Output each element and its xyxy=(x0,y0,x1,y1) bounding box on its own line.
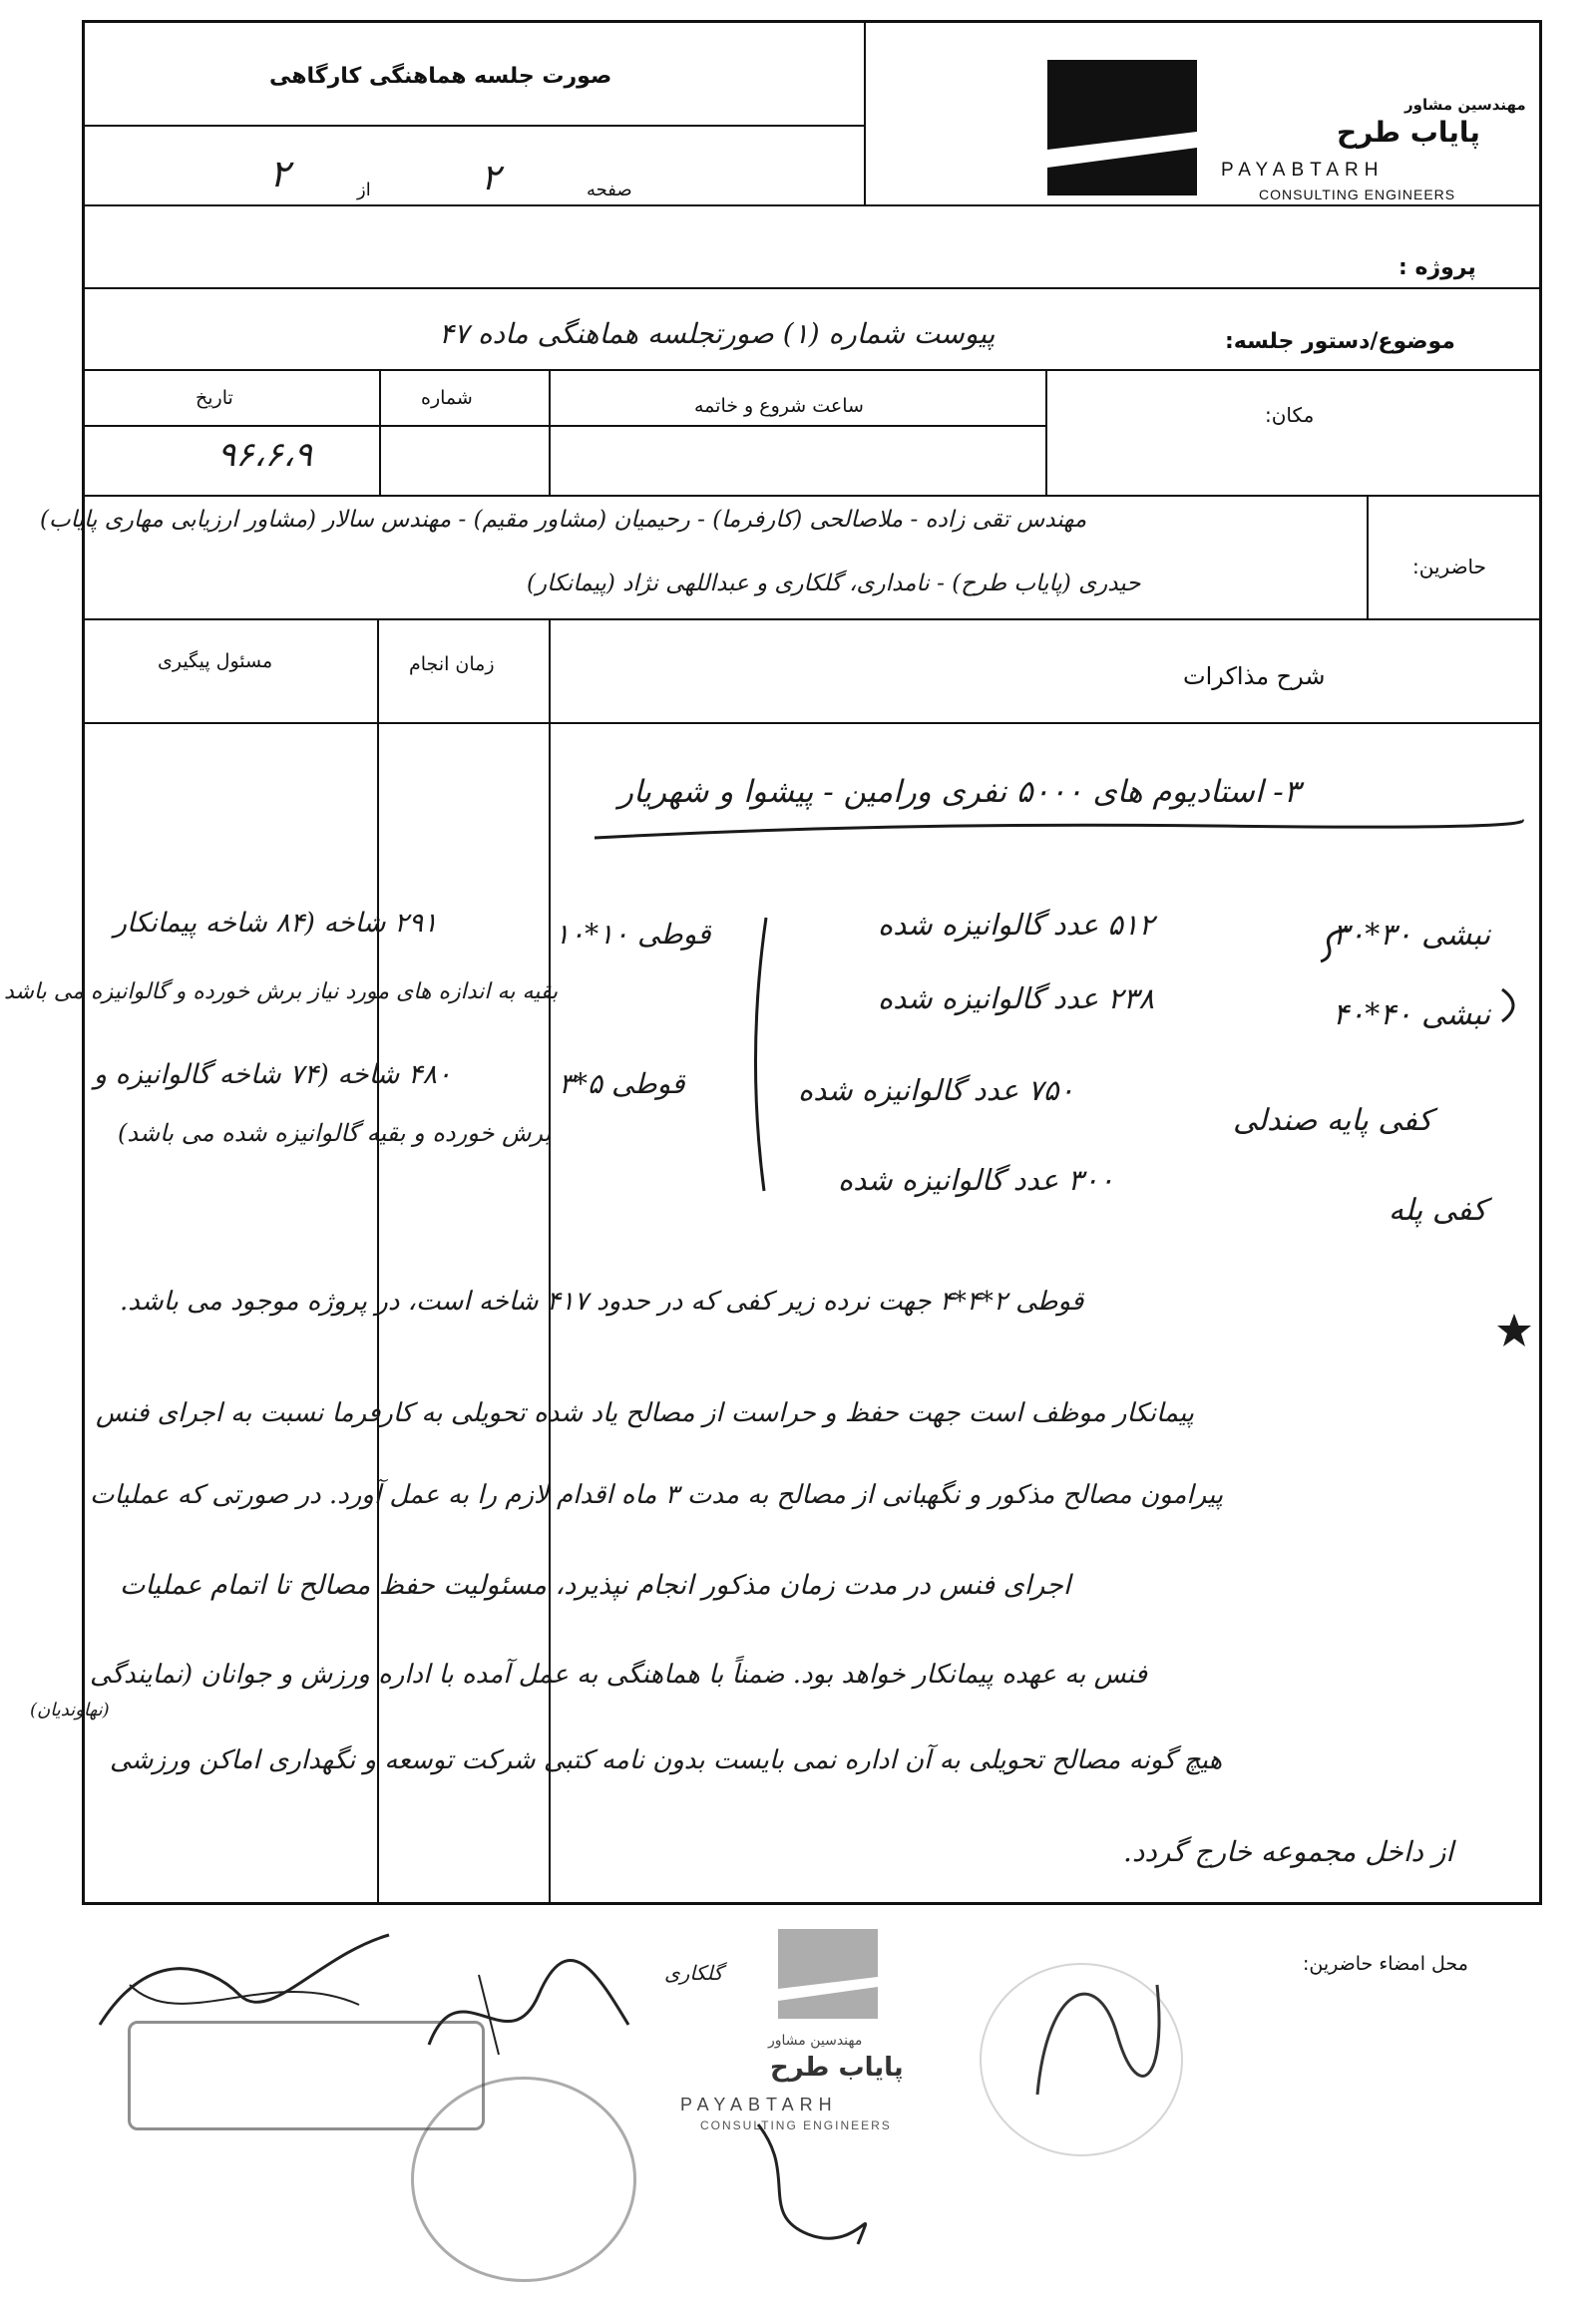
header-bottom-line xyxy=(82,204,1542,206)
stamp-tagline: CONSULTING ENGINEERS xyxy=(700,2118,892,2132)
paren-mark xyxy=(1494,987,1534,1023)
profile-1-value: ۲۹۱ شاخه (۸۴ شاخه پیمانکار xyxy=(114,908,438,939)
item-row-3-label: کفی پایه صندلی xyxy=(1233,1103,1432,1138)
signature-3 xyxy=(738,2114,898,2254)
logo-name: پایاب طرح xyxy=(1337,116,1480,149)
number-label: شماره xyxy=(421,387,473,409)
followup-label: مسئول پیگیری xyxy=(158,650,273,672)
stamp-name-en: PAYABTARH xyxy=(680,2095,838,2114)
page-total: ۲ xyxy=(269,152,290,195)
paragraph-line-2: پیرامون مصالح مذکور و نگهبانی از مصالح به مدت ۳ ماه اقدام لازم را به عمل آورد. در صورتی که عملیات xyxy=(90,1480,1224,1510)
stamp-name: پایاب طرح xyxy=(770,2053,904,2083)
attendees-line-2: حیدری (پایاب طرح) - نامداری، گلکاری و عبداللهی نژاد (پیمانکار) xyxy=(527,571,1141,596)
meta-col-3 xyxy=(1045,369,1047,495)
attendees-label: حاضرین: xyxy=(1412,555,1487,578)
page-label: صفحه xyxy=(587,180,632,200)
logo-name-en: PAYABTARH xyxy=(1221,160,1385,181)
paragraph-line-1: پیمانکار موظف است جهت حفظ و حراست از مصالح یاد شده تحویلی به کارفرما نسبت به اجرای فنس xyxy=(96,1398,1195,1428)
stamp-logo-icon xyxy=(778,1929,878,2019)
logo-subtitle: مهندسین مشاور xyxy=(1404,96,1526,114)
item-row-2-label: نبشی ۴۰*۴۰ xyxy=(1333,997,1491,1032)
margin-note: (نهاوندیان) xyxy=(30,1700,110,1721)
meta-col-1 xyxy=(379,369,381,495)
item-row-2-value: ۲۳۸ عدد گالوانیزه شده xyxy=(878,981,1155,1015)
subject-bottom-line xyxy=(82,369,1542,371)
deadline-label: زمان انجام xyxy=(409,653,495,675)
table-col-1 xyxy=(377,618,379,1905)
meta-col-2 xyxy=(549,369,551,495)
paragraph-line-5: هیچ گونه مصالح تحویلی به آن اداره نمی بایست بدون نامه کتبی شرکت توسعه و نگهداری اماکن ورزشی xyxy=(110,1745,1223,1775)
signature-name: گلکاری xyxy=(664,1961,723,1985)
section-title: ۳- استادیوم های ۵۰۰۰ نفری ورامین - پیشوا و شهریار xyxy=(618,774,1301,810)
round-stamp-icon xyxy=(411,2077,636,2282)
location-label: مکان: xyxy=(1265,403,1315,427)
date-value: ۹۶،۶،۹ xyxy=(217,435,312,475)
profile-1-note: بقیه به اندازه های مورد نیاز برش خورده و گالوانیزه می باشد xyxy=(4,979,559,1004)
meta-mid-line xyxy=(82,425,1047,427)
meta-bottom-line xyxy=(82,495,1542,497)
payabtarh-logo-icon xyxy=(1047,60,1197,195)
left-bracket xyxy=(742,916,772,1195)
form-title: صورت جلسه هماهنگی کارگاهی xyxy=(269,64,612,89)
profile-2-note: برش خورده و بقیه گالوانیزه شده می باشد) xyxy=(118,1119,552,1147)
logo-tagline: CONSULTING ENGINEERS xyxy=(1259,187,1456,202)
attendees-bottom-line xyxy=(82,618,1542,620)
subject-value: پیوست شماره (۱) صورتجلسه هماهنگی ماده ۴۷ xyxy=(439,317,996,350)
table-header-line xyxy=(82,722,1542,724)
item-row-1-label: نبشی ۳۰*۳۰ xyxy=(1333,918,1491,953)
signatures-label: محل امضاء حاضرین: xyxy=(1303,1953,1468,1975)
attendees-divider xyxy=(1367,495,1369,618)
item-row-1-value: ۵۱۲ عدد گالوانیزه شده xyxy=(878,908,1155,942)
table-col-2 xyxy=(549,618,551,1905)
star-note: قوطی ۲*۴*۴ جهت نرده زیر کفی که در حدود ۴۱۷ شاخه است، در پروژه موجود می باشد. xyxy=(120,1287,1084,1317)
item-row-3-value: ۷۵۰ عدد گالوانیزه شده xyxy=(798,1073,1075,1107)
paragraph-line-6: از داخل مجموعه خارج گردد. xyxy=(1123,1835,1454,1868)
page-number: ۲ xyxy=(481,158,501,198)
of-label: از xyxy=(357,180,371,200)
section-title-underline xyxy=(595,816,1532,846)
header-divider xyxy=(864,20,866,205)
date-label: تاریخ xyxy=(196,387,233,409)
project-bottom-line xyxy=(82,287,1542,289)
item-row-4-value: ۳۰۰ عدد گالوانیزه شده xyxy=(838,1163,1115,1197)
stamp-subtitle: مهندسین مشاور xyxy=(768,2033,863,2049)
project-label: پروژه : xyxy=(1398,255,1476,280)
brace-mark xyxy=(1319,928,1359,963)
header-mid-line xyxy=(82,125,865,127)
signature-4 xyxy=(1007,1945,1187,2124)
attendees-line-1: مهندس تقی زاده - ملاصالحی (کارفرما) - رحیمیان (مشاور مقیم) - مهندس سالار (مشاور ارزیابی مهاری پایاب) xyxy=(40,507,1087,533)
discussion-label: شرح مذاکرات xyxy=(1183,662,1326,690)
rectangular-stamp-icon xyxy=(128,2021,485,2130)
profile-2-label: قوطی ۵*۳ xyxy=(559,1067,685,1100)
profile-2-value: ۴۸۰ شاخه (۷۴ شاخه گالوانیزه و xyxy=(94,1059,452,1090)
subject-label: موضوع/دستور جلسه: xyxy=(1225,329,1455,354)
paragraph-line-3: اجرای فنس در مدت زمان مذکور انجام نپذیرد، مسئولیت حفظ مصالح تا اتمام عملیات xyxy=(120,1570,1071,1601)
time-label: ساعت شروع و خاتمه xyxy=(694,395,864,417)
profile-1-label: قوطی ۱۰*۱۰ xyxy=(555,918,711,951)
paragraph-line-4: فنس به عهده پیمانکار خواهد بود. ضمناً با هماهنگی به عمل آمده با اداره ورزش و جوانان (نمایندگی xyxy=(90,1660,1148,1690)
item-row-4-label: کفی پله xyxy=(1389,1193,1487,1228)
star-icon xyxy=(1496,1313,1532,1348)
